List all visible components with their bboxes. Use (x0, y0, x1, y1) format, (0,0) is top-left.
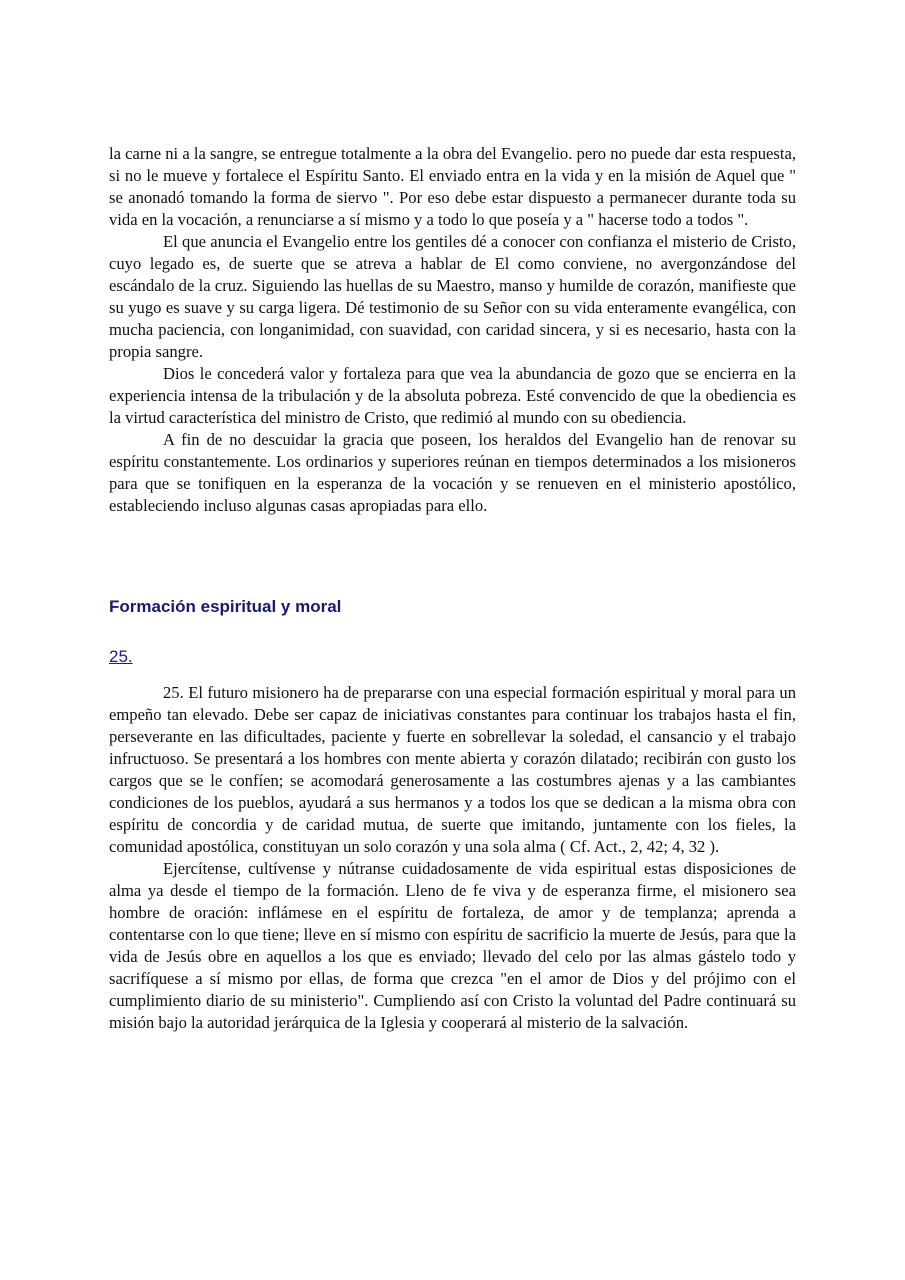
continuation-section (109, 143, 796, 517)
body-paragraph: 25. El futuro misionero ha de prepararse con una especial formación espiritual y moral para un empeño tan elevado. Debe ser capaz de iniciativas constantes para continuar los trabajos hasta el fin, perseverante en las dificultades, paciente y fuerte en sobrellevar la soledad, el cansancio y el trabajo infructuoso. Se presentará a los hombres con mente abierta y corazón dilatado; recibirán con gusto los cargos que se le confíen; se acomodará generosamente a las costumbres ajenas y a las cambiantes condiciones de los pueblos, ayudará a sus hermanos y a todos los que se dedican a la misma obra con espíritu de concordia y de caridad mutua, de suerte que imitando, juntamente con los fieles, la comunidad apostólica, constituyan un solo corazón y una sola alma ( Cf. Act., 2, 42; 4, 32 ). (109, 683, 796, 856)
section-number-link[interactable]: 25. (109, 647, 133, 666)
body-paragraph: la carne ni a la sangre, se entregue totalmente a la obra del Evangelio. pero no puede dar esta respuesta, si no le mueve y fortalece el Espíritu Santo. El enviado entra en la vida y en la misión de Aquel que " se anonadó tomando la forma de siervo ". Por eso debe estar dispuesto a permanecer durante toda su vida en la vocación, a renunciarse a sí mismo y a todo lo que poseía y a " hacerse todo a todos ". (109, 144, 796, 229)
section-heading: Formación espiritual y moral (109, 597, 342, 616)
body-paragraph: Ejercítense, cultívense y nútranse cuidadosamente de vida espiritual estas disposiciones de alma ya desde el tiempo de la formación. Lleno de fe viva y de esperanza firme, el misionero sea hombre de oración: inflámese en el espíritu de fortaleza, de amor y de templanza; aprenda a contentarse con lo que tiene; lleve en sí mismo con espíritu de sacrificio la muerte de Jesús, para que la vida de Jesús obre en aquellos a los que es enviado; llevado del celo por las almas gástelo todo y sacrifíquese a sí mismo por ellas, de forma que crezca "en el amor de Dios y del prójimo con el cumplimiento diario de su ministerio". Cumpliendo así con Cristo la voluntad del Padre continuará su misión bajo la autoridad jerárquica de la Iglesia y cooperará al misterio de la salvación. (109, 859, 796, 1032)
body-paragraph: A fin de no descuidar la gracia que poseen, los heraldos del Evangelio han de renovar su espíritu constantemente. Los ordinarios y superiores reúnan en tiempos determinados a los misioneros para que se tonifiquen en la esperanza de la vocación y se renueven en el ministerio apostólico, estableciendo incluso algunas casas apropiadas para ello. (109, 430, 796, 515)
body-paragraph: Dios le concederá valor y fortaleza para que vea la abundancia de gozo que se encierra en la experiencia intensa de la tribulación y de la absoluta pobreza. Esté convencido de que la obediencia es la virtud característica del ministro de Cristo, que redimió al mundo con su obediencia. (109, 364, 796, 427)
body-paragraph: El que anuncia el Evangelio entre los gentiles dé a conocer con confianza el misterio de Cristo, cuyo legado es, de suerte que se atreva a hablar de El como conviene, no avergonzándose del escándalo de la cruz. Siguiendo las huellas de su Maestro, manso y humilde de corazón, manifieste que su yugo es suave y su carga ligera. Dé testimonio de su Señor con su vida enteramente evangélica, con mucha paciencia, con longanimidad, con suavidad, con caridad sincera, y si es necesario, hasta con la propia sangre. (109, 232, 796, 361)
section-25-body (109, 682, 796, 1034)
